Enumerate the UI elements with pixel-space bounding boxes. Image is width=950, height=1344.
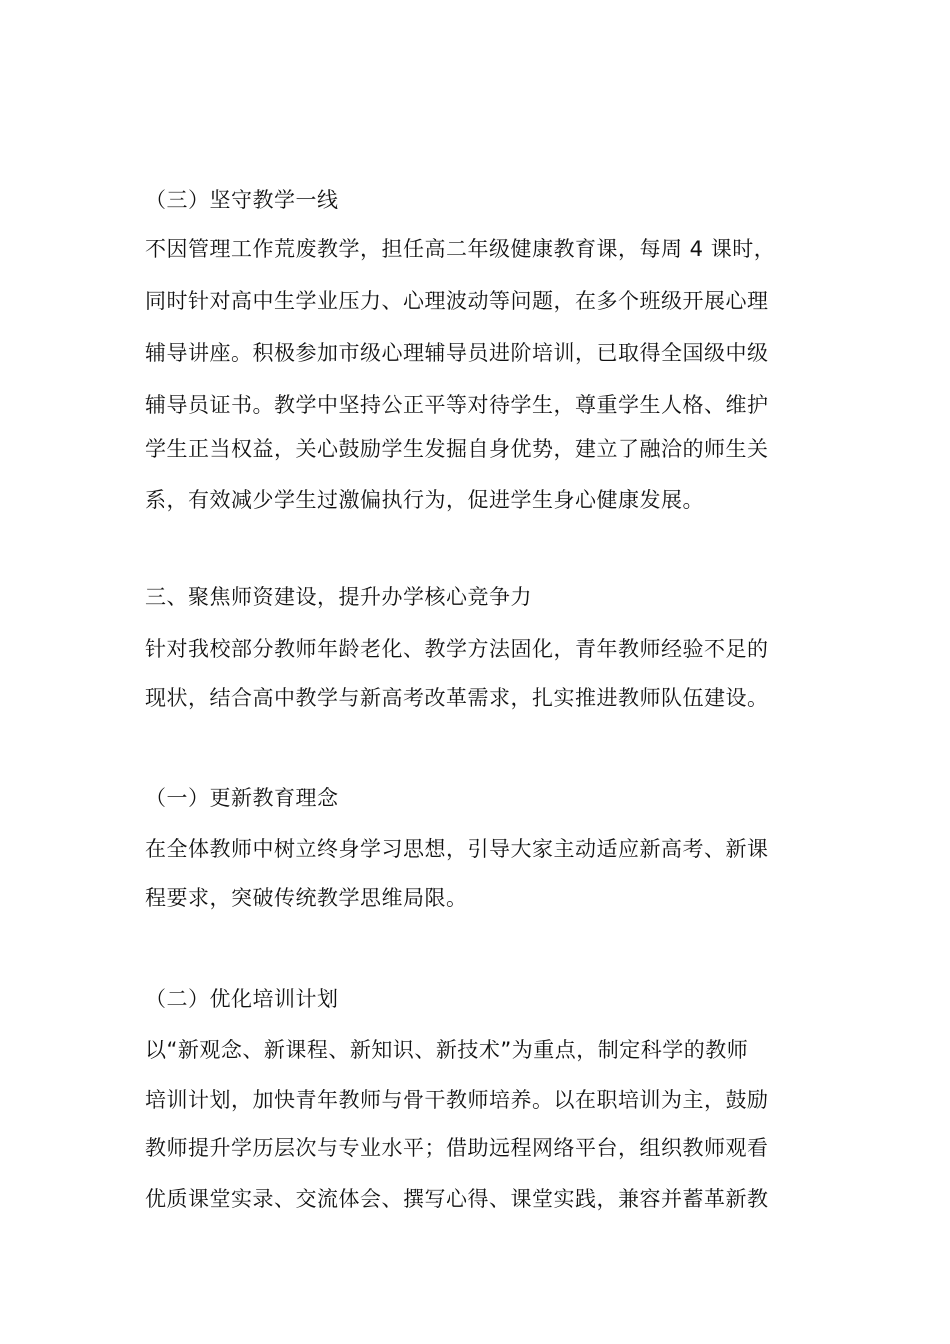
- paragraph-line: 在全体教师中树立终身学习思想，引导大家主动适应新高考、新课: [145, 837, 769, 861]
- subsection-heading-training-plan: （二）优化培训计划: [145, 987, 339, 1011]
- subsection-heading-update-concepts: （一）更新教育理念: [145, 786, 339, 810]
- paragraph-line: 教师提升学历层次与专业水平；借助远程网络平台，组织教师观看: [145, 1136, 769, 1160]
- paragraph-line: 优质课堂实录、交流体会、撰写心得、课堂实践，兼容并蓄革新教: [145, 1187, 769, 1211]
- subsection-heading-uphold-teaching: （三）坚守教学一线: [145, 188, 339, 212]
- paragraph-line: 不因管理工作荒废教学，担任高二年级健康教育课，每周 4 课时，: [145, 237, 776, 261]
- paragraph-line: 辅导讲座。积极参加市级心理辅导员进阶培训，已取得全国级中级: [145, 341, 769, 365]
- paragraph-line: 以“新观念、新课程、新知识、新技术”为重点，制定科学的教师: [145, 1038, 749, 1062]
- paragraph-line: 学生正当权益，关心鼓励学生发掘自身优势，建立了融洽的师生关: [145, 437, 769, 461]
- section-heading-teacher-building: 三、聚焦师资建设，提升办学核心竞争力: [145, 585, 532, 609]
- paragraph-line: 培训计划，加快青年教师与骨干教师培养。以在职培训为主，鼓励: [145, 1088, 769, 1112]
- paragraph-line: 同时针对高中生学业压力、心理波动等问题，在多个班级开展心理: [145, 289, 769, 313]
- paragraph-line: 现状，结合高中教学与新高考改革需求，扎实推进教师队伍建设。: [145, 686, 769, 710]
- paragraph-line: 程要求，突破传统教学思维局限。: [145, 886, 468, 910]
- paragraph-line: 系，有效减少学生过激偏执行为，促进学生身心健康发展。: [145, 488, 704, 512]
- paragraph-line: 辅导员证书。教学中坚持公正平等对待学生，尊重学生人格、维护: [145, 393, 769, 417]
- paragraph-line: 针对我校部分教师年龄老化、教学方法固化，青年教师经验不足的: [145, 637, 769, 661]
